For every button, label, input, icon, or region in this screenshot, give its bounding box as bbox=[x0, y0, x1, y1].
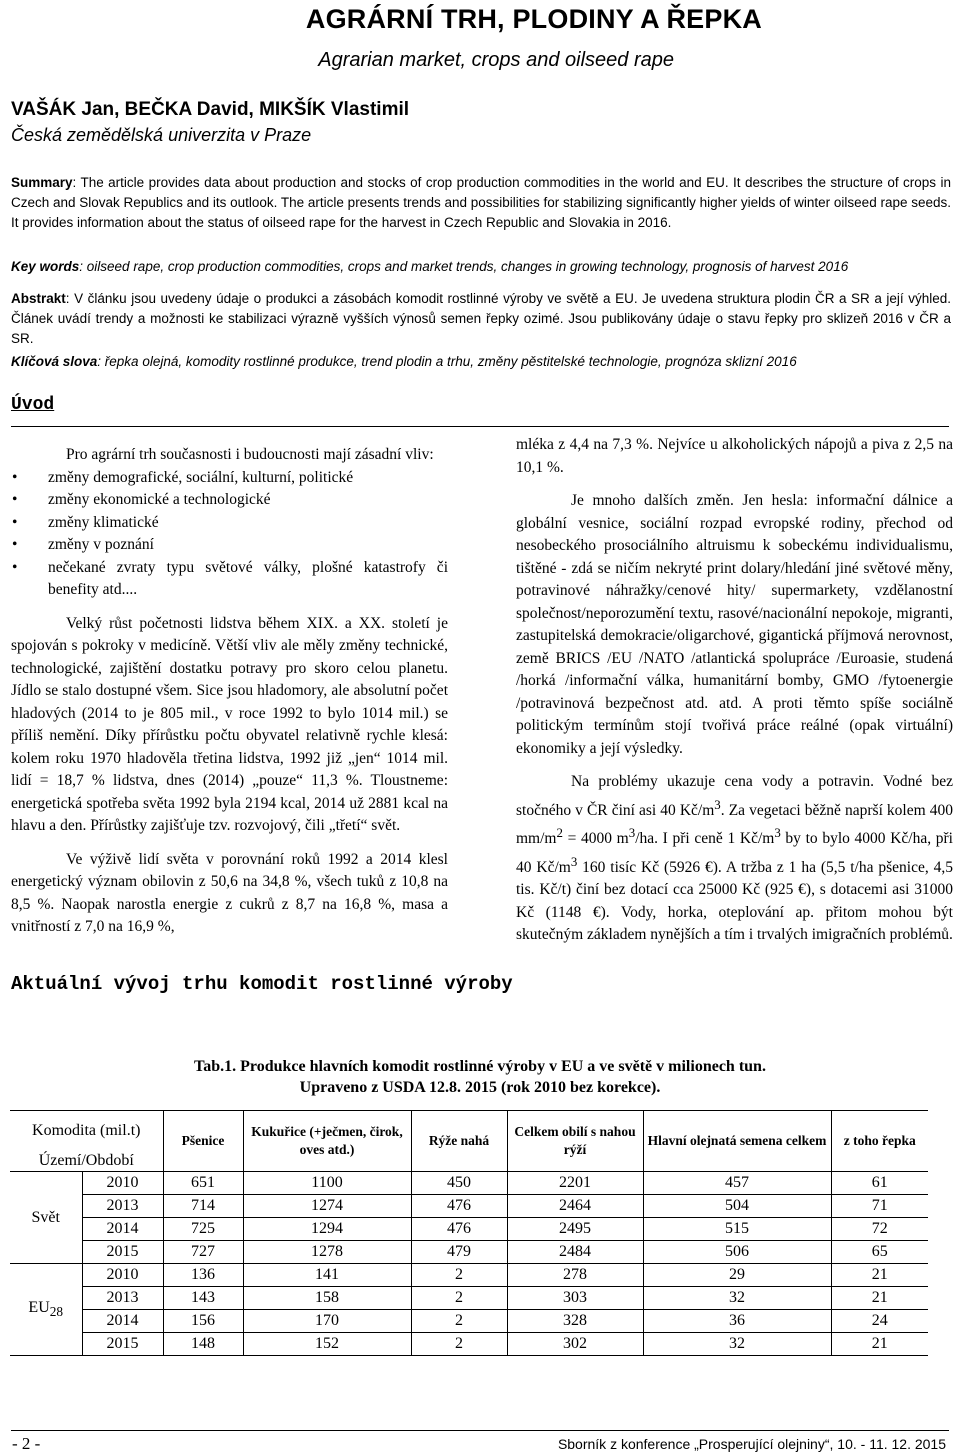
column-header: Hlavní olejnatá semena celkem bbox=[643, 1111, 831, 1172]
authors: VAŠÁK Jan, BEČKA David, MIKŠÍK Vlastimil bbox=[11, 99, 410, 120]
klicova-text: : řepka olejná, komodity rostlinné produkce, trend plodin a trhu, změny pěstitelské technologie, prognóza sklizní 2016 bbox=[97, 354, 797, 369]
year-cell: 2010 bbox=[82, 1172, 163, 1195]
bullet-icon: • bbox=[12, 468, 18, 486]
klicova-label: Klíčová slova bbox=[11, 354, 98, 369]
list-item: • změny klimatické bbox=[11, 512, 448, 535]
year-cell: 2010 bbox=[82, 1264, 163, 1287]
bullet-icon: • bbox=[12, 513, 18, 531]
table-row: 2014 725 1294 476 2495 515 72 bbox=[10, 1218, 928, 1241]
right-paragraph-2: Je mnoho dalších změn. Jen hesla: informační dálnice a globální vesnice, sociální rozpad evropské rodiny, přechod od nesobeckého prosociálního altruismu k sobeckému individualismu, tištěné - zdá se ničím nekryté print dolary/hledání jiné světové měny, potravinové náhražky/cenové hity/ supermarkety, vzdělanostní společnost/neporozumění textu, rasové/nacionální nepokoje, migranti, zastupitelská demokracie/oligarchové, gigantická příjmová nerovnost, země BRICS /EU /NATO /atlantická spolupráce /Euroasie, studená /horká /informační válka, humanitární bomby, GMO /fytoenergie /potravinová bezpečnost atd. atd. A proti těmto spíše sociálně politickým termínům stojí tvořivá práce reálné (opak virtuální) ekonomiky a její výsledky. bbox=[516, 492, 953, 757]
abstrakt-paragraph bbox=[11, 289, 951, 349]
table-header-row bbox=[10, 1111, 928, 1152]
footer-divider bbox=[11, 1430, 949, 1431]
klicova-paragraph bbox=[11, 352, 951, 372]
keywords-paragraph bbox=[11, 257, 951, 277]
summary-label: Summary bbox=[11, 175, 73, 190]
section-heading-market: Aktuální vývoj trhu komodit rostlinné výroby bbox=[11, 973, 513, 995]
section-heading-uvod: Úvod bbox=[11, 395, 55, 415]
page-subtitle: Agrarian market, crops and oilseed rape bbox=[318, 49, 674, 71]
year-cell: 2013 bbox=[82, 1287, 163, 1310]
intro-bullet-list bbox=[11, 467, 448, 602]
keywords-text: : oilseed rape, crop production commodities, crops and market trends, changes in growing technology, prognosis of harvest 2016 bbox=[79, 259, 849, 274]
list-item: • nečekané zvraty typu světové války, plošné katastrofy či benefity atd.... bbox=[12, 558, 448, 598]
table-row: Svět 2010 651 1100 450 2201 457 61 bbox=[10, 1172, 928, 1195]
summary-paragraph bbox=[11, 173, 951, 233]
year-cell: 2014 bbox=[82, 1218, 163, 1241]
summary-text: : The article provides data about production and stocks of crop production commodities in the world and EU. It describes the structure of crops in Czech and Slovak Republics and its outlook. The article presents trends and possibilities for stabilizing significantly higher yields of winter oilseed rape seeds. It provides information about the status of oilseed rape for the harvest in Czech Republic and Slovakia in 2016. bbox=[11, 175, 951, 230]
table-caption: Tab.1. Produkce hlavních komodit rostlinné výroby v EU a ve světě v milionech tun. Upraveno z USDA 12.8. 2015 (rok 2010 bez korekce). bbox=[194, 1058, 766, 1096]
region-cell: $EU_{28}$ bbox=[10, 1264, 82, 1356]
list-item: • změny demografické, sociální, kulturní, politické bbox=[11, 467, 448, 490]
intro-paragraph-3: Ve výživě lidí světa v porovnání roků 1992 a 2014 klesl energetický význam obilovin z 50,6 na 34,8 %, všech tuků z 10,8 na 8,5 %. Naopak narostla energie z cukrů z 8,7 na 16,8 %, masa a vnitřností z 7,0 na 16,9 %, bbox=[11, 850, 448, 935]
region-cell: Svět bbox=[10, 1172, 82, 1264]
year-cell: 2015 bbox=[82, 1333, 163, 1356]
bullet-icon: • bbox=[12, 558, 18, 576]
bullet-icon: • bbox=[12, 491, 18, 508]
year-cell: 2015 bbox=[82, 1241, 163, 1264]
abstrakt-text: : V článku jsou uvedeny údaje o produkci a zásobách komodit rostlinné výroby ve světě a EU. Je uvedena struktura plodin ČR a SR a její výhled. Článek uvádí trendy a možnosti ke stabilizaci výrazně vyšších výnosů semen řepky ozimé. Jsou publikovány údaje o stavu řepky pro sklizeň 2016 v ČR a SR. bbox=[11, 291, 951, 346]
left-column bbox=[11, 444, 448, 939]
header-komodita: Komodita (mil.t) bbox=[10, 1111, 163, 1152]
list-item: • změny ekonomické a technologické bbox=[11, 489, 448, 512]
affiliation: Česká zemědělská univerzita v Praze bbox=[11, 125, 312, 145]
page-number: - 2 - bbox=[12, 1434, 41, 1453]
page-title: AGRÁRNÍ TRH, PLODINY A ŘEPKA bbox=[305, 4, 762, 34]
table-row: $EU_{28}$ 2010 136 141 2 278 29 21 bbox=[10, 1264, 928, 1287]
table-row: 2015 148 152 2 302 32 21 bbox=[10, 1333, 928, 1356]
intro-paragraph-1: Pro agrární trh současnosti i budoucnosti mají zásadní vliv: bbox=[66, 446, 434, 463]
right-paragraph-3: Na problémy ukazuje cena vody a potravin. Vodné bez stočného v ČR činí asi 40 $Kč/m^3$. Za vegetaci běžně naprší kolem 400 $mm/m^2 = 4000$ $m^3/ha$. I při ceně 1 $Kč/m^3$ by to bylo 4000 Kč/ha, při 40 $Kč/m^3$ 160 tisíc Kč (5926 €). A tržba z 1 ha (5,5 t/ha pšenice, 4,5 tis. Kč/t) činí bez dotací cca 25000 Kč (925 €), s dotacemi asi 31000 Kč (1148 €). Vody, horka, oteplování ap. přitom mohou být skutečným základem nynějších a tím i trvalých imigračních problémů. bbox=[516, 773, 953, 944]
column-header: z toho řepka bbox=[831, 1111, 928, 1172]
year-cell: 2014 bbox=[82, 1310, 163, 1333]
keywords-label: Key words bbox=[11, 259, 80, 274]
production-table bbox=[10, 1110, 928, 1356]
abstrakt-label: Abstrakt bbox=[11, 291, 66, 306]
bullet-icon: • bbox=[12, 536, 18, 553]
conference-name: Sborník z konference „Prosperující olejniny“, 10. - 11. 12. 2015 bbox=[557, 1436, 946, 1452]
right-column bbox=[516, 434, 953, 947]
table-row: 2013 143 158 2 303 32 21 bbox=[10, 1287, 928, 1310]
column-header: Kukuřice (+ječmen, čirok, oves atd.) bbox=[243, 1111, 411, 1172]
table-row: 2014 156 170 2 328 36 24 bbox=[10, 1310, 928, 1333]
header-uzemi: Území/Období bbox=[10, 1151, 163, 1172]
intro-paragraph-2: Velký růst početnosti lidstva během XIX. a XX. století je spojován s pokroky v medicíně. Větší vliv ale měly změny technické, technologické, zajištění dostatku potravy pro skoro celou planetu. Jídlo se stalo dostupné všem. Sice jsou hladomory, ale absolutní počet hladových (2014 to je 805 mil., v roce 1992 to bylo 1014 mil.) se příliš nemění. Díky přírůstku počtu obyvatel relativně rychle klesá: kolem roku 1970 hladověla třetina lidstva, 1992 již „jen“ 1014 mil. lidí = 18,7 % lidstva, dnes (2014) „pouze“ 11,3 %. Tloustneme: energetická spotřeba světa 1992 byla 2194 kcal, 2014 už 2881 kcal na hlavu a den. Přírůstky zajišťuje tzv. rozvojový, čili „třetí“ svět. bbox=[11, 614, 448, 834]
column-header: Rýže nahá bbox=[411, 1111, 507, 1172]
section-divider bbox=[11, 426, 949, 427]
list-item: • změny v poznání bbox=[11, 534, 448, 557]
table-row: 2013 714 1274 476 2464 504 71 bbox=[10, 1195, 928, 1218]
column-header: Pšenice bbox=[163, 1111, 243, 1172]
table-row: 2015 727 1278 479 2484 506 65 bbox=[10, 1241, 928, 1264]
right-paragraph-1: mléka z 4,4 na 7,3 %. Nejvíce u alkoholických nápojů a piva z 2,5 na 10,1 %. bbox=[516, 436, 953, 476]
year-cell: 2013 bbox=[82, 1195, 163, 1218]
column-header: Celkem obilí s nahou rýží bbox=[507, 1111, 643, 1172]
